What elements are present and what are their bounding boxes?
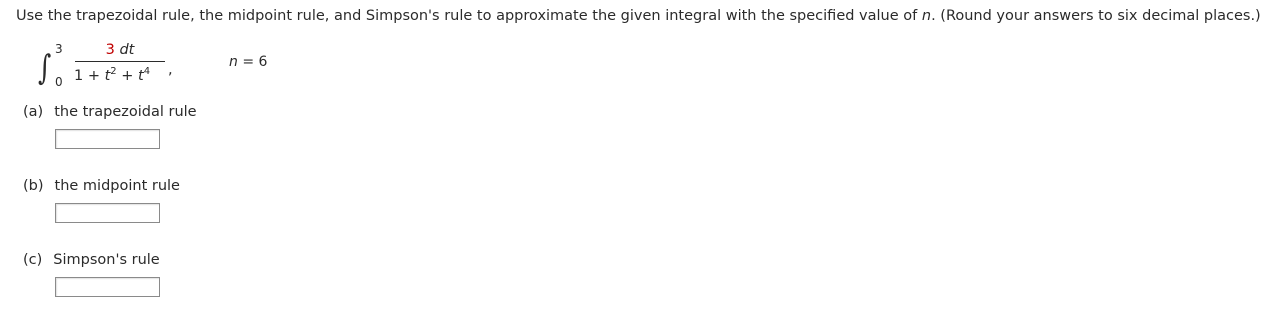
part-c-label: [23, 251, 160, 269]
denominator-term-1: 1 +: [74, 68, 105, 84]
integrand-numerator: [74, 40, 166, 61]
integrand-fraction: [74, 40, 166, 86]
simpsons-answer-input[interactable]: [55, 277, 160, 297]
part-b-text: the midpoint rule: [54, 178, 180, 194]
integral-upper-limit: 3: [55, 42, 63, 56]
denominator-var-2: t: [138, 68, 144, 84]
trapezoidal-answer-input[interactable]: [55, 129, 160, 149]
part-b-label: [23, 177, 180, 195]
midpoint-answer-input[interactable]: [55, 203, 160, 223]
integrand-denominator: [74, 62, 166, 86]
part-c-letter: (c): [23, 252, 43, 268]
denominator-plus: +: [116, 68, 139, 84]
part-a-text: the trapezoidal rule: [54, 104, 197, 120]
question-text-before: Use the trapezoidal rule, the midpoint rule, and Simpson's rule to approximate the given integral with the specified value of: [16, 8, 922, 24]
denominator-var-1: t: [104, 68, 111, 84]
numerator-coefficient: 3: [105, 42, 115, 58]
part-c-text: Simpson's rule: [53, 252, 160, 268]
n-equals: = 6: [237, 54, 268, 70]
part-a-letter: (a): [23, 104, 44, 120]
part-b-letter: (b): [23, 178, 44, 194]
question-n-variable: n: [921, 8, 932, 24]
integral-lower-limit: 0: [55, 75, 63, 89]
problem-statement: [16, 7, 1261, 25]
integral-comma: ,: [168, 62, 173, 78]
question-text-after: . (Round your answers to six decimal places.): [931, 8, 1261, 24]
n-value: [229, 54, 267, 70]
numerator-differential: dt: [119, 42, 135, 58]
n-label: n: [229, 54, 238, 70]
denominator-exponent-1: 2: [110, 66, 117, 77]
denominator-exponent-2: 4: [143, 66, 151, 77]
integral-sign: ∫: [38, 48, 52, 88]
part-a-label: [23, 103, 197, 121]
integral-expression: [38, 40, 278, 96]
